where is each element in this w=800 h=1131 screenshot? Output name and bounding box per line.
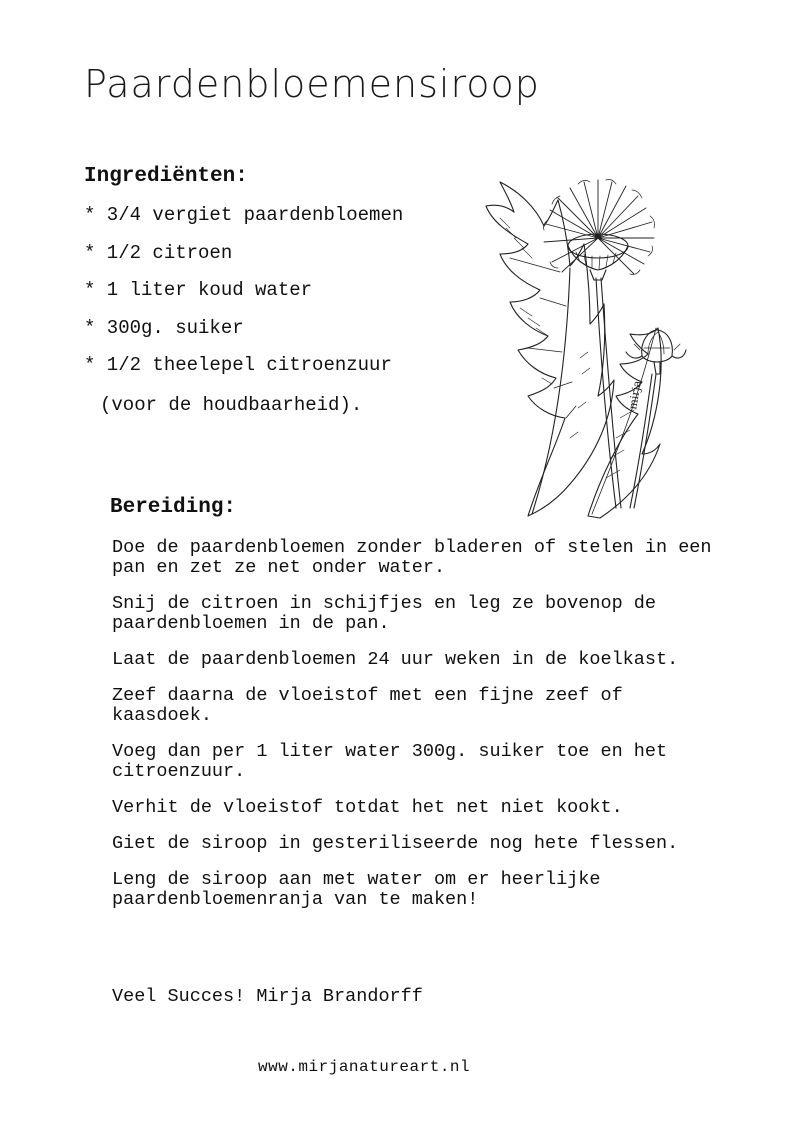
- preparation-step: Giet de siroop in gesteriliseerde nog hete flessen.: [112, 833, 679, 854]
- website-link[interactable]: www.mirjanatureart.nl: [258, 1058, 471, 1076]
- artist-signature: mirja: [626, 379, 645, 411]
- preparation-step: Doe de paardenbloemen zonder bladeren of stelen in een pan en zet ze net onder water.: [112, 537, 712, 578]
- preparation-step: Snij de citroen in schijfjes en leg ze bovenop de paardenbloemen in de pan.: [112, 593, 656, 634]
- ingredient-item: * 1/2 citroen: [84, 241, 233, 264]
- ingredient-item: * 300g. suiker: [84, 316, 244, 339]
- preparation-step: Voeg dan per 1 liter water 300g. suiker toe en het citroenzuur.: [112, 741, 668, 782]
- preparation-step: Zeef daarna de vloeistof met een fijne zeef of kaasdoek.: [112, 685, 623, 726]
- ingredient-item: * 1/2 theelepel citroenzuur: [84, 354, 392, 376]
- dandelion-illustration: [470, 178, 690, 523]
- ingredients-heading: Ingrediënten:: [84, 165, 248, 188]
- preparation-steps: [112, 538, 732, 926]
- ingredients-list: [84, 200, 403, 388]
- ingredient-note: (voor de houdbaarheid).: [100, 394, 363, 416]
- preparation-step: Leng de siroop aan met water om er heerlijke paardenbloemenranja van te maken!: [112, 869, 601, 910]
- ingredient-item: * 3/4 vergiet paardenbloemen: [84, 204, 404, 226]
- ingredient-item: * 1 liter koud water: [84, 279, 313, 301]
- page-title: Paardenbloemensiroop: [84, 62, 540, 106]
- preparation-step: Laat de paardenbloemen 24 uur weken in de koelkast.: [112, 649, 679, 670]
- preparation-heading: Bereiding:: [110, 496, 237, 519]
- preparation-step: Verhit de vloeistof totdat het net niet kookt.: [112, 797, 623, 818]
- signoff: Veel Succes! Mirja Brandorff: [112, 986, 423, 1007]
